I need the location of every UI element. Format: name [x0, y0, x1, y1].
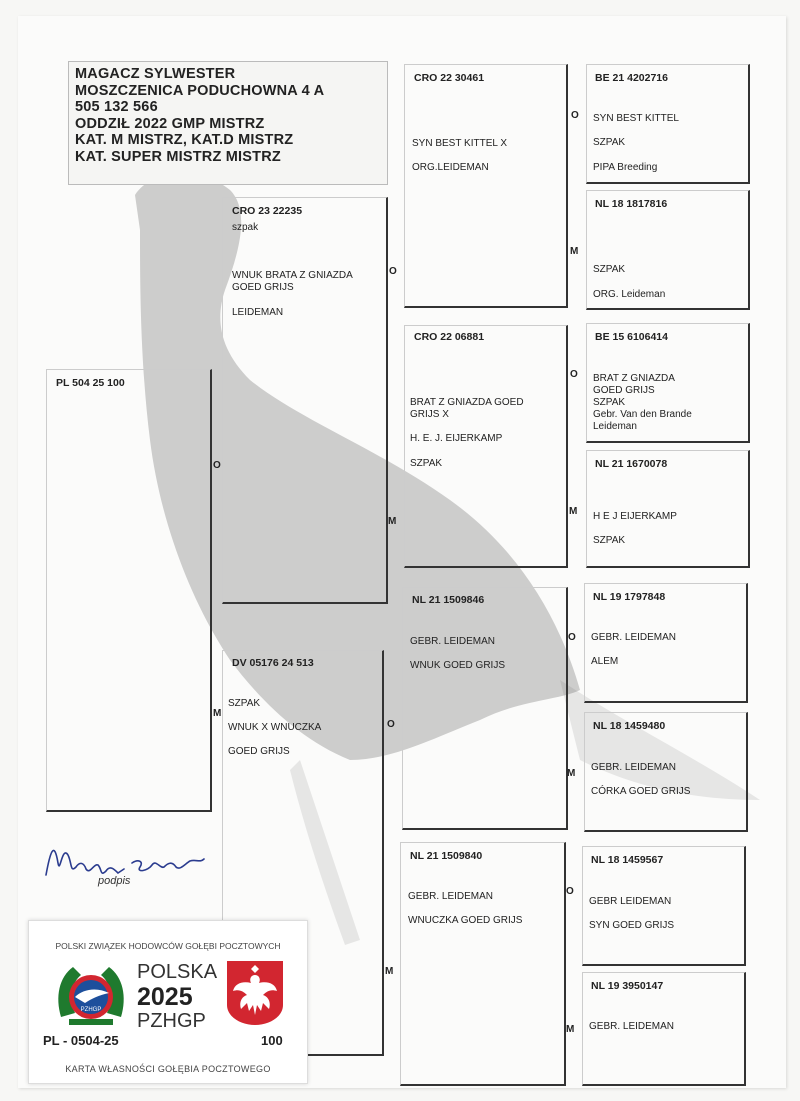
- ggp-8-marker: M: [566, 1024, 575, 1035]
- ggp-4-marker: M: [569, 506, 578, 517]
- grandsire-dam-line-2: WNUK GOED GRIJS: [410, 660, 506, 671]
- ggp-3-line-1: BRAT Z GNIAZDA: [593, 373, 675, 384]
- ggp-1-line-3: PIPA Breeding: [593, 162, 658, 173]
- ggp-6-ring: NL 18 1459480: [593, 720, 666, 732]
- ggp-5-line-1: GEBR. LEIDEMAN: [591, 632, 677, 643]
- granddam-sire-marker: M: [388, 516, 397, 527]
- ggp-7-ring: NL 18 1459567: [591, 854, 664, 866]
- owner-title-2: KAT. M MISTRZ, KAT.D MISTRZ: [75, 132, 294, 148]
- ggp-1-ring: BE 21 4202716: [595, 72, 668, 84]
- grandsire-sire-marker: O: [389, 266, 397, 277]
- grandsire-dam-line-1: GEBR. LEIDEMAN: [410, 636, 496, 647]
- sire-ring: CRO 23 22235: [232, 205, 303, 217]
- pzhgp-logo-icon: [51, 957, 131, 1029]
- ggp-3-line-3: SZPAK: [593, 397, 626, 408]
- pigeon-ring: PL 504 25 100: [56, 377, 125, 389]
- sire-line-2: GOED GRIJS: [232, 282, 294, 293]
- granddam-sire-line-1: BRAT Z GNIAZDA GOED: [410, 397, 524, 408]
- ggp-7-marker: O: [566, 886, 574, 897]
- dam-line-2: GOED GRIJS: [228, 746, 290, 757]
- ggp-2-line-2: ORG. Leideman: [593, 289, 666, 300]
- ggp-4-ring: NL 21 1670078: [595, 458, 668, 470]
- ggp-5-marker: O: [568, 632, 576, 643]
- owner-signature: [40, 833, 210, 898]
- card-footer: KARTA WŁASNOŚCI GOŁĘBIA POCZTOWEGO: [65, 1064, 271, 1074]
- granddam-sire-ring: CRO 22 06881: [414, 331, 485, 343]
- owner-name: MAGACZ SYLWESTER: [75, 66, 236, 82]
- ggp-2-line-1: SZPAK: [593, 264, 626, 275]
- ggp-7-line-1: GEBR LEIDEMAN: [589, 896, 672, 907]
- grandsire-sire-line-1: SYN BEST KITTEL X: [412, 138, 508, 149]
- granddam-sire-box: [404, 325, 568, 568]
- ggp-3-ring: BE 15 6106414: [595, 331, 668, 343]
- ggp-5-line-2: ALEM: [591, 656, 619, 667]
- owner-title-3: KAT. SUPER MISTRZ MISTRZ: [75, 148, 281, 165]
- granddam-sire-line-4: SZPAK: [410, 458, 443, 469]
- ggp-5-ring: NL 19 1797848: [593, 591, 666, 603]
- granddam-dam-line-2: WNUCZKA GOED GRIJS: [408, 915, 523, 926]
- ggp-1-line-1: SYN BEST KITTEL: [593, 113, 679, 124]
- sire-color: szpak: [232, 222, 259, 233]
- grandsire-dam-box: [402, 587, 568, 830]
- granddam-dam-line-1: GEBR. LEIDEMAN: [408, 891, 494, 902]
- ggp-6-line-1: GEBR. LEIDEMAN: [591, 762, 677, 773]
- owner-address: MOSZCZENICA PODUCHOWNA 4 A: [75, 82, 325, 99]
- card-number: 100: [261, 1033, 283, 1048]
- card-ring: PL - 0504-25: [43, 1033, 119, 1048]
- card-country: POLSKA: [137, 961, 218, 983]
- sire-box: [222, 197, 388, 604]
- grandsire-sire-ring: CRO 22 30461: [414, 72, 485, 84]
- ggp-3-line-2: GOED GRIJS: [593, 385, 655, 396]
- ggp-6-marker: M: [567, 768, 576, 779]
- card-year: 2025: [137, 983, 193, 1011]
- sire-line-1: WNUK BRATA Z GNIAZDA: [232, 270, 353, 281]
- ggp-3-line-5: Leideman: [593, 421, 637, 432]
- dam-line-1: WNUK X WNUCZKA: [228, 722, 322, 733]
- granddam-dam-box: [400, 842, 566, 1086]
- ggp-8-ring: NL 19 3950147: [591, 980, 664, 992]
- ggp-2-ring: NL 18 1817816: [595, 198, 668, 210]
- sire-marker: O: [213, 460, 221, 471]
- ggp-3-marker: O: [570, 369, 578, 380]
- grandsire-sire-line-2: ORG.LEIDEMAN: [412, 162, 489, 173]
- card-header: POLSKI ZWIĄZEK HODOWCÓW GOŁĘBI POCZTOWYCH: [55, 941, 281, 951]
- owner-phone: 505 132 566: [75, 99, 158, 115]
- granddam-dam-ring: NL 21 1509840: [410, 850, 483, 862]
- sire-breeder: LEIDEMAN: [232, 307, 284, 318]
- ggp-1-marker: O: [571, 110, 579, 121]
- ggp-2-marker: M: [570, 246, 579, 257]
- pigeon-box: [46, 369, 212, 812]
- ggp-8-line-1: GEBR. LEIDEMAN: [589, 1021, 675, 1032]
- ggp-1-line-2: SZPAK: [593, 137, 626, 148]
- ownership-card: [28, 920, 308, 1084]
- dam-marker: M: [213, 708, 222, 719]
- polish-eagle-icon: [225, 959, 285, 1027]
- ggp-4-line-2: SZPAK: [593, 535, 626, 546]
- logo-text: PZHGP: [80, 1007, 102, 1013]
- granddam-sire-line-3: H. E. J. EIJERKAMP: [410, 433, 503, 444]
- signature-label: podpis: [98, 875, 131, 887]
- ggp-4-line-1: H E J EIJERKAMP: [593, 511, 677, 522]
- card-org: PZHGP: [137, 1010, 206, 1032]
- grandsire-dam-ring: NL 21 1509846: [412, 594, 485, 606]
- ggp-6-line-2: CÓRKA GOED GRIJS: [591, 786, 691, 797]
- owner-info-box: [68, 61, 388, 185]
- ggp-7-line-2: SYN GOED GRIJS: [589, 920, 675, 931]
- grandsire-dam-marker: O: [387, 719, 395, 730]
- grandsire-sire-box: [404, 64, 568, 308]
- dam-color: SZPAK: [228, 698, 261, 709]
- dam-ring: DV 05176 24 513: [232, 657, 314, 669]
- owner-title-1: ODDZIŁ 2022 GMP MISTRZ: [75, 115, 265, 132]
- granddam-sire-line-2: GRIJS X: [410, 409, 449, 420]
- granddam-dam-marker: M: [385, 966, 394, 977]
- ggp-3-line-4: Gebr. Van den Brande: [593, 409, 692, 420]
